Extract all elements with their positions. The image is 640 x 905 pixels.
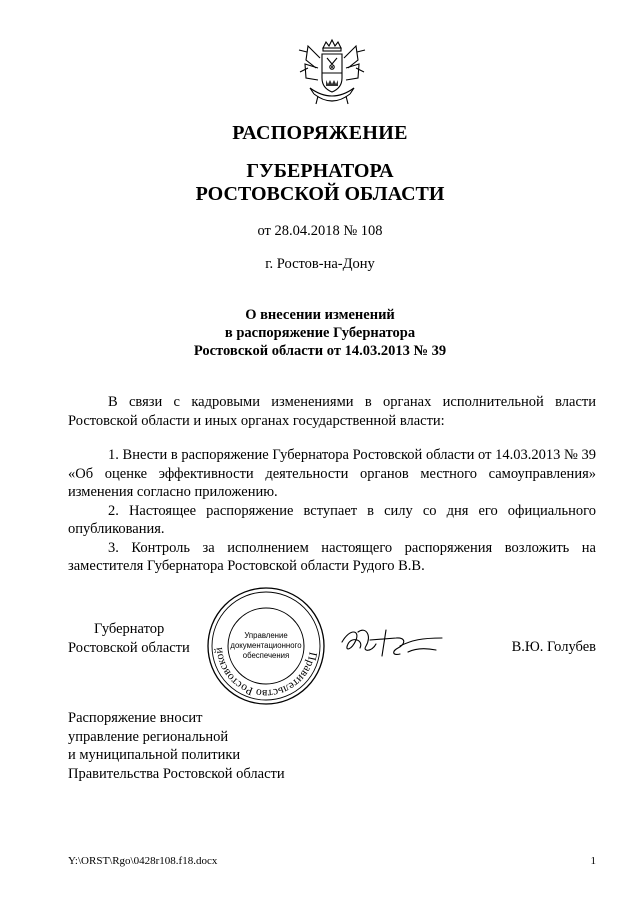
- stamp-inner-line: Управление: [244, 631, 288, 640]
- preamble: [68, 393, 596, 430]
- official-stamp: [202, 584, 330, 708]
- handwritten-signature: [336, 622, 448, 664]
- subject-title: [0, 306, 640, 360]
- subject-line: в распоряжение Губернатора: [224, 325, 416, 341]
- file-path: Y:\ORST\Rgo\0428r108.f18.docx: [68, 855, 218, 867]
- stamp-inner-line: обеспечения: [242, 651, 290, 660]
- stamp-ring-text: Правительство Ростовской: [212, 646, 319, 700]
- date-number: от 28.04.2018 № 108: [257, 223, 383, 239]
- signatory-name: В.Ю. Голубев: [511, 639, 596, 655]
- submitted-by-line: Распоряжение вносит: [68, 710, 203, 726]
- page-number: 1: [590, 855, 596, 867]
- subject-line: О внесении изменений: [245, 307, 395, 323]
- item-3: 3. Контроль за исполнением настоящего распоряжения возложить на заместителя Губернатора Ростовской области Рудого В.В.: [68, 539, 596, 574]
- place: г. Ростов-на-Дону: [265, 256, 375, 272]
- coat-of-arms-icon: [296, 38, 368, 110]
- item-2: 2. Настоящее распоряжение вступает в силу со дня его официального опубликования.: [68, 502, 596, 537]
- issuer-title: [0, 160, 640, 206]
- document-type-heading: РАСПОРЯЖЕНИЕ: [232, 122, 408, 144]
- issuer-line-2: РОСТОВСКОЙ ОБЛАСТИ: [195, 183, 445, 205]
- items-list: [68, 446, 596, 576]
- submitted-by-line: Правительства Ростовской области: [68, 765, 285, 782]
- subject-line: Ростовской области от 14.03.2013 № 39: [193, 343, 447, 359]
- preamble-text: В связи с кадровыми изменениями в органах исполнительной власти Ростовской области и иных органах государственной власти:: [68, 394, 596, 429]
- submitted-by-line: и муниципальной политики: [68, 747, 241, 763]
- stamp-inner-line: документационного: [230, 641, 302, 650]
- submitted-by: [68, 709, 368, 783]
- signatory-position: [68, 620, 208, 657]
- signatory-position-line-1: Губернатор: [94, 621, 165, 637]
- issuer-line-1: ГУБЕРНАТОРА: [246, 160, 394, 182]
- submitted-by-line: управление региональной: [68, 728, 229, 745]
- signatory-position-line-2: Ростовской области: [68, 639, 190, 656]
- item-1: 1. Внести в распоряжение Губернатора Ростовской области от 14.03.2013 № 39 «Об оценке эффективности деятельности органов местного самоуправления» изменения согласно приложению.: [68, 447, 596, 500]
